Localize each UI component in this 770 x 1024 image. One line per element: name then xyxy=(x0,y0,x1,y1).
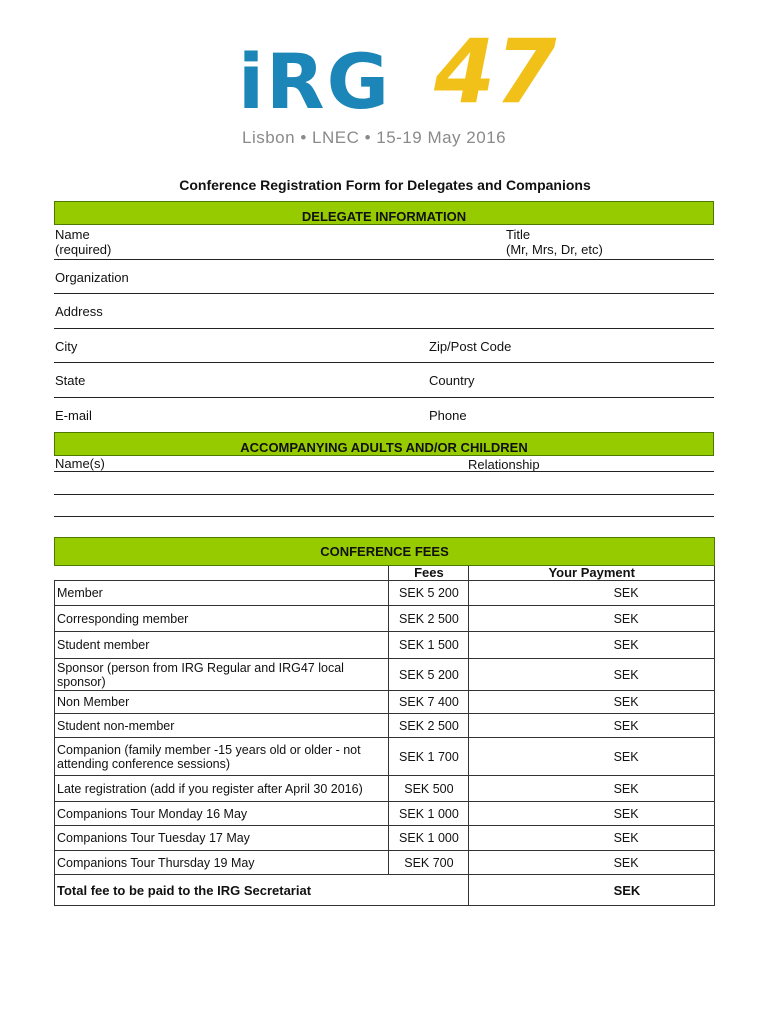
title-note: (Mr, Mrs, Dr, etc) xyxy=(506,242,603,257)
fee-amount: SEK 1 000 xyxy=(389,826,469,851)
fee-amount: SEK 7 400 xyxy=(389,691,469,714)
fee-row xyxy=(55,659,715,691)
payment-input-cell[interactable] xyxy=(469,581,614,606)
fee-amount: SEK 1 500 xyxy=(389,632,469,659)
fee-item-label: Student member xyxy=(55,632,389,659)
fee-row xyxy=(55,826,715,851)
fees-subheader-row xyxy=(55,566,715,581)
fee-item-label: Member xyxy=(55,581,389,606)
payment-input-cell[interactable] xyxy=(469,714,614,738)
fee-item-label: Companion (family member -15 years old or older - not attending conference sessions) xyxy=(55,738,389,776)
payment-currency: SEK xyxy=(614,826,715,851)
fee-row xyxy=(55,738,715,776)
address-line[interactable] xyxy=(54,328,714,329)
fee-row xyxy=(55,606,715,632)
total-row xyxy=(55,875,715,906)
address-label: Address xyxy=(55,304,103,319)
logo-number: 47 xyxy=(434,20,557,123)
companion-line-3[interactable] xyxy=(54,516,714,517)
fee-amount: SEK 1 700 xyxy=(389,738,469,776)
fees-header: CONFERENCE FEES xyxy=(55,538,715,566)
irg47-logo xyxy=(238,20,557,156)
payment-currency: SEK xyxy=(614,691,715,714)
companion-line-1[interactable] xyxy=(54,471,714,472)
fee-item-label: Student non-member xyxy=(55,714,389,738)
payment-currency: SEK xyxy=(614,738,715,776)
fee-row xyxy=(55,776,715,802)
payment-input-cell[interactable] xyxy=(469,826,614,851)
fees-header-row xyxy=(55,538,715,566)
payment-currency: SEK xyxy=(614,606,715,632)
names-label: Name(s) xyxy=(55,456,105,471)
fee-amount: SEK 500 xyxy=(389,776,469,802)
payment-currency: SEK xyxy=(614,581,715,606)
fee-amount: SEK 5 200 xyxy=(389,581,469,606)
fee-amount: SEK 5 200 xyxy=(389,659,469,691)
fee-item-label: Companions Tour Thursday 19 May xyxy=(55,851,389,875)
fee-item-label: Companions Tour Tuesday 17 May xyxy=(55,826,389,851)
total-payment-cell[interactable] xyxy=(469,875,614,906)
name-required-note: (required) xyxy=(55,242,112,257)
fees-column-header: Fees xyxy=(389,566,469,581)
fee-item-label: Corresponding member xyxy=(55,606,389,632)
form-title: Conference Registration Form for Delegates and Companions xyxy=(179,177,591,193)
companions-header: ACCOMPANYING ADULTS AND/OR CHILDREN xyxy=(54,432,714,456)
fee-row xyxy=(55,802,715,826)
payment-currency: SEK xyxy=(614,714,715,738)
state-country-line[interactable] xyxy=(54,397,714,398)
conference-fees-table xyxy=(54,537,715,906)
fee-row xyxy=(55,714,715,738)
payment-input-cell[interactable] xyxy=(469,776,614,802)
name-label: Name xyxy=(55,227,90,242)
payment-currency: SEK xyxy=(614,802,715,826)
relationship-label: Relationship xyxy=(468,457,540,472)
fee-row xyxy=(55,851,715,875)
email-label: E-mail xyxy=(55,408,92,423)
payment-input-cell[interactable] xyxy=(469,632,614,659)
fee-item-label: Non Member xyxy=(55,691,389,714)
payment-input-cell[interactable] xyxy=(469,659,614,691)
fee-item-label: Companions Tour Monday 16 May xyxy=(55,802,389,826)
fee-amount: SEK 1 000 xyxy=(389,802,469,826)
logo-subtitle: Lisbon • LNEC • 15-19 May 2016 xyxy=(242,128,507,147)
fee-item-label: Late registration (add if you register after April 30 2016) xyxy=(55,776,389,802)
fee-row xyxy=(55,581,715,606)
payment-input-cell[interactable] xyxy=(469,738,614,776)
total-currency: SEK xyxy=(614,875,715,906)
country-label: Country xyxy=(429,373,475,388)
total-label: Total fee to be paid to the IRG Secretariat xyxy=(55,875,469,906)
city-label: City xyxy=(55,339,78,354)
zip-label: Zip/Post Code xyxy=(429,339,512,354)
state-label: State xyxy=(55,373,86,388)
fee-item-label: Sponsor (person from IRG Regular and IRG47 local sponsor) xyxy=(55,659,389,691)
fee-amount: SEK 2 500 xyxy=(389,606,469,632)
companion-line-2[interactable] xyxy=(54,494,714,495)
organization-label: Organization xyxy=(55,270,129,285)
payment-input-cell[interactable] xyxy=(469,691,614,714)
payment-currency: SEK xyxy=(614,659,715,691)
name-line[interactable] xyxy=(54,259,714,260)
payment-currency: SEK xyxy=(614,851,715,875)
organization-line[interactable] xyxy=(54,293,714,294)
fee-row xyxy=(55,691,715,714)
payment-currency: SEK xyxy=(614,632,715,659)
fee-row xyxy=(55,632,715,659)
payment-input-cell[interactable] xyxy=(469,606,614,632)
payment-currency: SEK xyxy=(614,776,715,802)
payment-column-header: Your Payment xyxy=(469,566,715,581)
fee-amount: SEK 700 xyxy=(389,851,469,875)
payment-input-cell[interactable] xyxy=(469,802,614,826)
phone-label: Phone xyxy=(429,408,467,423)
title-label: Title xyxy=(506,227,531,242)
delegate-information-header: DELEGATE INFORMATION xyxy=(54,201,714,225)
city-zip-line[interactable] xyxy=(54,362,714,363)
logo-brand: iRG xyxy=(238,37,391,126)
payment-input-cell[interactable] xyxy=(469,851,614,875)
fee-amount: SEK 2 500 xyxy=(389,714,469,738)
